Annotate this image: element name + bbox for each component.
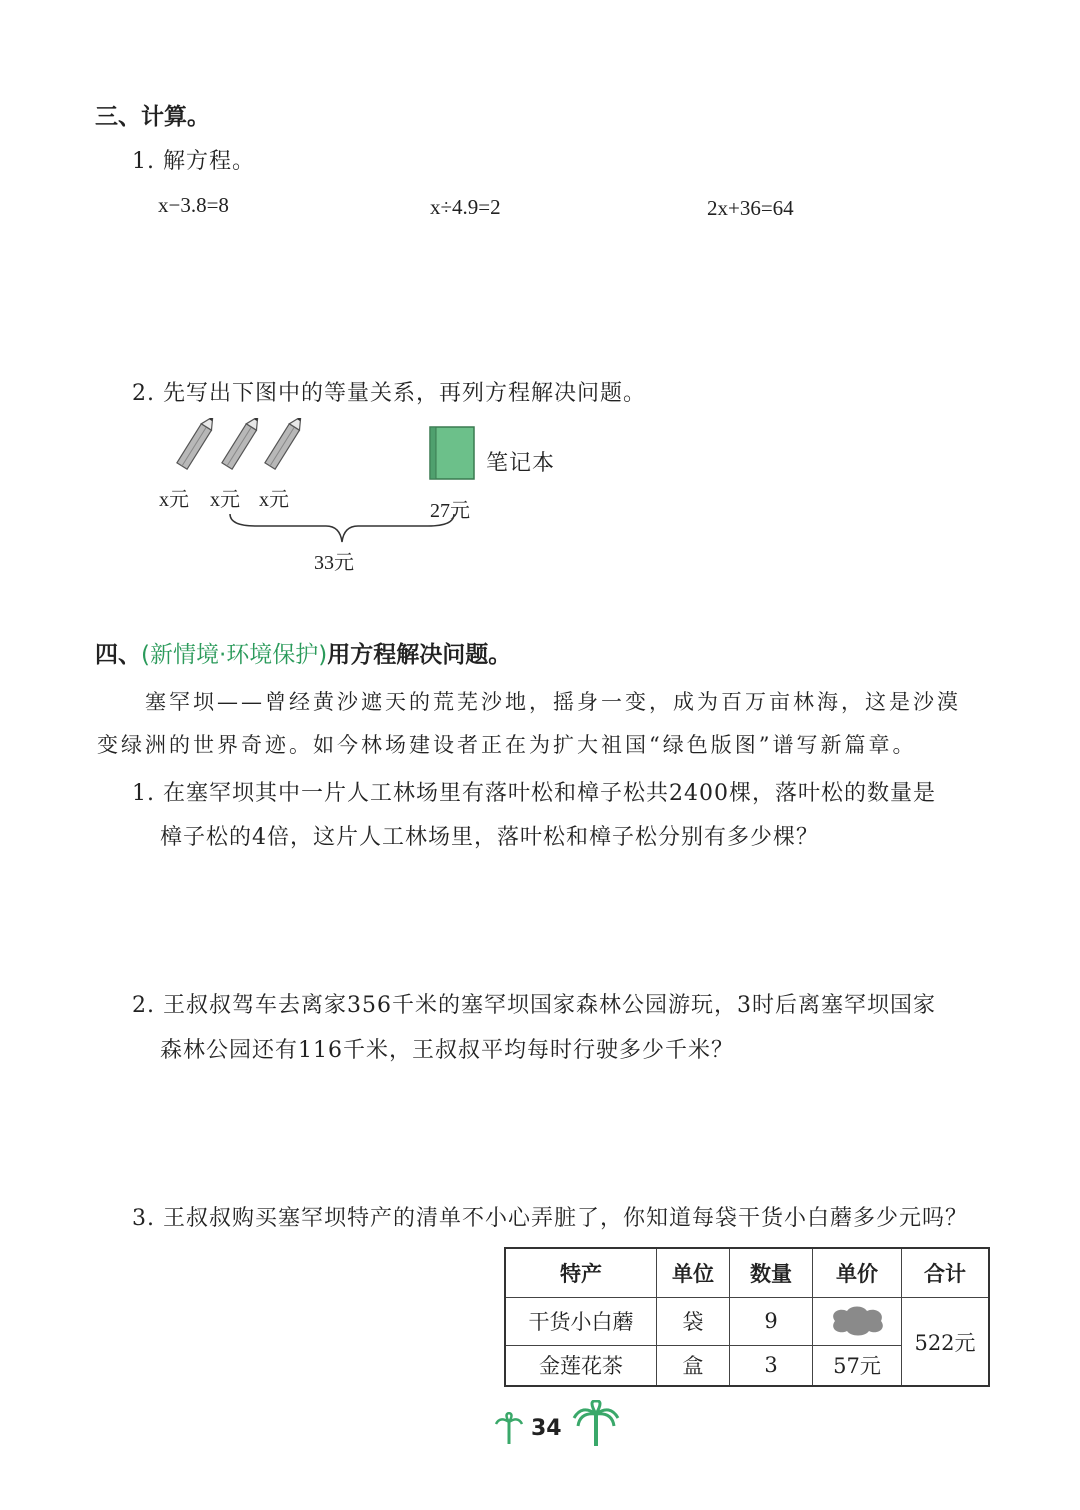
total-brace (226, 512, 458, 546)
cell-price-smudged (813, 1298, 902, 1346)
section4-title-text: 用方程解决问题。 (327, 642, 512, 668)
header-item: 特产 (505, 1248, 657, 1298)
header-total: 合计 (902, 1248, 990, 1298)
notebook-label: 笔记本 (486, 451, 556, 476)
header-unit: 单位 (657, 1248, 730, 1298)
header-qty: 数量 (730, 1248, 813, 1298)
section3-q1-title: 1. 解方程。 (132, 149, 255, 174)
notebook-price: 27元 (430, 500, 470, 522)
section4-q1-line2: 樟子松的4倍，这片人工林场里，落叶松和樟子松分别有多少棵？ (160, 825, 819, 850)
section4-q3-line1: 3. 王叔叔购买塞罕坝特产的清单不小心弄脏了，你知道每袋干货小白蘑多少元吗？ (132, 1206, 968, 1231)
smudge-icon (827, 1303, 887, 1339)
pencil-icon (265, 418, 306, 469)
cell-item: 干货小白蘑 (505, 1298, 657, 1346)
section4-q1-line1: 1. 在塞罕坝其中一片人工林场里有落叶松和樟子松共2400棵，落叶松的数量是 (132, 781, 936, 806)
total-price: 33元 (314, 552, 354, 574)
cell-total: 522元 (902, 1298, 990, 1387)
section4-intro-line1: 塞罕坝——曾经黄沙遮天的荒芜沙地，摇身一变，成为百万亩林海，这是沙漠 (145, 690, 961, 714)
pencil-price-1: x元 (159, 489, 189, 511)
cell-price: 57元 (813, 1345, 902, 1386)
section4-prefix: 四、 (95, 642, 141, 668)
section4-title (95, 636, 511, 669)
notebook-icon (426, 425, 478, 483)
cell-qty: 3 (730, 1345, 813, 1386)
pencils-illustration (172, 418, 312, 478)
equation-2-text: x÷4.9=2 (430, 195, 501, 219)
section3-title: 三、计算。 (95, 104, 210, 130)
cell-item: 金莲花茶 (505, 1345, 657, 1386)
section3-q2-title: 2. 先写出下图中的等量关系，再列方程解决问题。 (132, 381, 646, 406)
pencil-price-3: x元 (259, 489, 289, 511)
equation-3-text: 2x+36=64 (707, 196, 794, 220)
cell-unit: 袋 (657, 1298, 730, 1346)
equation-2 (430, 195, 501, 220)
header-price: 单价 (813, 1248, 902, 1298)
pencil-icon (177, 418, 218, 469)
section4-tag: (新情境·环境保护) (141, 642, 328, 668)
goods-table (504, 1247, 990, 1387)
equation-1-text: x−3.8=8 (158, 193, 229, 217)
table-header-row (505, 1248, 989, 1298)
section4-q2-line2: 森林公园还有116千米，王叔叔平均每时行驶多少千米？ (160, 1038, 734, 1063)
palm-tree-icon-small (494, 1412, 524, 1446)
equation-1 (158, 193, 229, 218)
pencil-icon (222, 418, 263, 469)
page-number: 34 (531, 1416, 562, 1441)
section4-q2-line1: 2. 王叔叔驾车去离家356千米的塞罕坝国家森林公园游玩，3时后离塞罕坝国家 (132, 993, 936, 1018)
palm-tree-icon-large (570, 1400, 622, 1448)
section4-intro-line2: 变绿洲的世界奇迹。如今林场建设者正在为扩大祖国“绿色版图”谱写新篇章。 (97, 733, 917, 757)
table-row (505, 1298, 989, 1346)
cell-qty: 9 (730, 1298, 813, 1346)
equation-3 (707, 196, 794, 221)
pencil-price-2: x元 (210, 489, 240, 511)
cell-unit: 盒 (657, 1345, 730, 1386)
